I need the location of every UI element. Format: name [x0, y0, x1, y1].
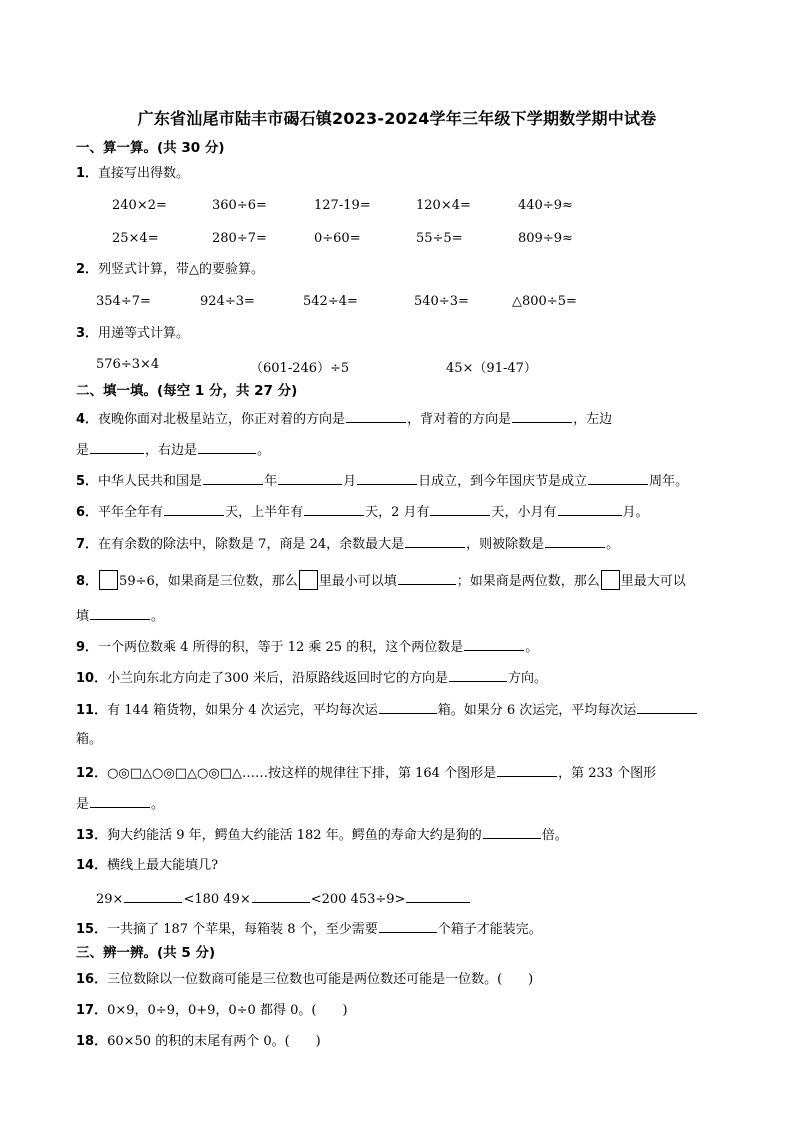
question-12-cont — [76, 794, 164, 814]
question-14-items — [96, 889, 471, 909]
q1-item: 809÷9≈ — [518, 231, 573, 246]
q5-text: 日成立，到今年国庆节是成立 — [418, 474, 588, 489]
digit-box[interactable] — [99, 570, 118, 590]
q1-item: 127-19= — [314, 198, 371, 213]
q8-text: ；如果商是两位数，那么 — [456, 574, 600, 589]
q13-text: 狗大约能活 9 年，鳄鱼大约能活 182 年。鳄鱼的寿命大约是狗的 — [107, 828, 482, 843]
q2-number: 2． — [76, 262, 99, 277]
q2-item: △800÷5= — [512, 294, 577, 309]
q2-item: 540÷3= — [414, 294, 469, 309]
question-4 — [76, 409, 612, 429]
q2-item: 354÷7= — [96, 294, 151, 309]
question-9 — [76, 637, 538, 657]
q12-number: 12． — [76, 766, 108, 781]
question-3 — [76, 325, 189, 343]
answer-blank[interactable] — [203, 471, 263, 485]
question-8-cont — [76, 606, 164, 626]
q6-text: 天，小月有 — [491, 505, 557, 520]
q3-item: 576÷3×4 — [96, 357, 160, 372]
q1-item: 0÷60= — [314, 231, 361, 246]
q5-text: 年 — [264, 474, 278, 489]
q6-text: 天，2 月有 — [365, 505, 430, 520]
answer-blank[interactable] — [346, 409, 406, 423]
answer-blank[interactable] — [90, 440, 144, 454]
q3-item: （601-246）÷5 — [250, 361, 350, 376]
q2-item: 924÷3= — [200, 294, 255, 309]
q16-number: 16． — [76, 972, 108, 987]
q1-item: 120×4= — [416, 198, 471, 213]
q6-text: 天，上半年有 — [225, 505, 304, 520]
q1-item: 360÷6= — [212, 198, 267, 213]
q16-text: 三位数除以一位数商可能是三位数也可能是两位数还可能是一位数。( ) — [107, 972, 534, 987]
q5-text: 周年。 — [649, 474, 689, 489]
answer-blank[interactable] — [637, 700, 697, 714]
q1-item: 25×4= — [112, 231, 159, 246]
q7-number: 7． — [76, 537, 99, 552]
q4-text: ，右边是 — [145, 443, 198, 458]
digit-box[interactable] — [601, 570, 620, 590]
question-1 — [76, 165, 189, 183]
q9-number: 9． — [76, 640, 99, 655]
q4-text: 是 — [76, 443, 90, 458]
answer-blank[interactable] — [90, 606, 150, 620]
q14-text: <200 453÷9> — [310, 892, 406, 907]
answer-blank[interactable] — [497, 763, 557, 777]
section-3-heading: 三、辨一辨。(共 5 分) — [76, 945, 216, 961]
q5-text: 月 — [343, 474, 357, 489]
question-11-cont — [76, 731, 102, 749]
q6-text: 平年全年有 — [98, 505, 164, 520]
answer-blank[interactable] — [164, 502, 224, 516]
q1-item: 280÷7= — [212, 231, 267, 246]
q3-item: 45×（91-47） — [446, 361, 537, 376]
answer-blank[interactable] — [198, 440, 256, 454]
q3-number: 3． — [76, 326, 99, 341]
q11-number: 11． — [76, 703, 108, 718]
q14-text: 横线上最大能填几? — [107, 858, 219, 873]
q4-text: 夜晚你面对北极星站立，你正对着的方向是 — [98, 412, 346, 427]
q5-number: 5． — [76, 474, 99, 489]
q7-text: ，则被除数是 — [466, 537, 545, 552]
section-1-heading: 一、算一算。(共 30 分) — [76, 140, 225, 156]
q6-text: 月。 — [622, 505, 649, 520]
digit-box[interactable] — [299, 570, 318, 590]
q1-number: 1． — [76, 166, 99, 181]
q18-number: 18． — [76, 1034, 108, 1049]
section-2-heading: 二、填一填。(每空 1 分，共 27 分) — [76, 383, 298, 399]
question-17 — [76, 1002, 348, 1020]
question-8 — [76, 570, 686, 591]
q14-text: <180 49× — [183, 892, 251, 907]
question-11 — [76, 700, 698, 720]
q8-text: 填 — [76, 609, 90, 624]
q12-text: ，第 233 个图形 — [558, 766, 657, 781]
q2-text: 列竖式计算，带△的要验算。 — [98, 262, 265, 277]
q12-text: ○◎□△○◎□△○◎□△……按这样的规律往下排，第 164 个图形是 — [107, 766, 497, 781]
q17-number: 17． — [76, 1003, 108, 1018]
q13-number: 13． — [76, 828, 108, 843]
q11-text: 箱。 — [76, 732, 103, 747]
q10-number: 10． — [76, 671, 108, 686]
question-7 — [76, 534, 619, 554]
q7-text: 在有余数的除法中，除数是 7，商是 24，余数最大是 — [98, 537, 405, 552]
q1-item: 55÷5= — [416, 231, 463, 246]
q14-number: 14． — [76, 858, 108, 873]
q4-text: ，背对着的方向是 — [407, 412, 512, 427]
answer-blank[interactable] — [545, 534, 605, 548]
exam-title: 广东省汕尾市陆丰市碣石镇2023-2024学年三年级下学期数学期中试卷 — [137, 109, 657, 128]
question-14 — [76, 857, 218, 875]
answer-blank[interactable] — [398, 571, 456, 585]
q9-text: 一个两位数乘 4 所得的积，等于 12 乘 25 的积，这个两位数是 — [98, 640, 464, 655]
q11-text: 箱。如果分 6 次运完，平均每次运 — [437, 703, 637, 718]
q5-text: 中华人民共和国是 — [98, 474, 203, 489]
answer-blank[interactable] — [304, 502, 364, 516]
q18-text: 60×50 的积的末尾有两个 0。( ) — [107, 1034, 321, 1049]
q9-text: 。 — [525, 640, 539, 655]
q13-text: 倍。 — [541, 828, 568, 843]
question-12 — [76, 763, 656, 783]
q4-text: 。 — [257, 443, 271, 458]
question-5 — [76, 471, 688, 491]
answer-blank[interactable] — [252, 889, 310, 903]
q11-text: 有 144 箱货物，如果分 4 次运完，平均每次运 — [107, 703, 378, 718]
q6-number: 6． — [76, 505, 99, 520]
answer-blank[interactable] — [449, 668, 507, 682]
q14-text: 29× — [96, 892, 124, 907]
q15-text: 个箱子才能装完。 — [437, 922, 542, 937]
q2-item: 542÷4= — [303, 294, 358, 309]
answer-blank[interactable] — [124, 889, 182, 903]
answer-blank[interactable] — [464, 637, 524, 651]
q15-text: 一共摘了 187 个苹果，每箱装 8 个，至少需要 — [107, 922, 378, 937]
q8-text: 。 — [151, 609, 165, 624]
q7-text: 。 — [606, 537, 620, 552]
q3-text: 用递等式计算。 — [98, 326, 190, 341]
question-10 — [76, 668, 547, 688]
q4-text: ，左边 — [573, 412, 613, 427]
q8-text: 里最小可以填 — [318, 574, 397, 589]
answer-blank[interactable] — [558, 502, 622, 516]
answer-blank[interactable] — [483, 825, 541, 839]
answer-blank[interactable] — [278, 471, 342, 485]
q10-text: 小兰向东北方向走了300 米后，沿原路线返回时它的方向是 — [107, 671, 449, 686]
answer-blank[interactable] — [90, 794, 150, 808]
question-4-cont — [76, 440, 270, 460]
q8-text: 59÷6，如果商是三位数，那么 — [119, 574, 298, 589]
answer-blank[interactable] — [430, 502, 490, 516]
answer-blank[interactable] — [588, 471, 648, 485]
answer-blank[interactable] — [357, 471, 417, 485]
q8-number: 8． — [76, 574, 99, 589]
q8-text: 里最大可以 — [620, 574, 686, 589]
q1-item: 440÷9≈ — [518, 198, 573, 213]
q1-text: 直接写出得数。 — [98, 166, 190, 181]
answer-blank[interactable] — [379, 919, 437, 933]
answer-blank[interactable] — [406, 889, 470, 903]
question-6 — [76, 502, 649, 522]
q17-text: 0×9，0÷9，0+9，0÷0 都得 0。( ) — [107, 1003, 348, 1018]
q15-number: 15． — [76, 922, 108, 937]
answer-blank[interactable] — [379, 700, 437, 714]
question-16 — [76, 971, 533, 989]
q1-item: 240×2= — [112, 198, 167, 213]
q4-number: 4． — [76, 412, 99, 427]
q10-text: 方向。 — [508, 671, 548, 686]
q12-text: 是 — [76, 797, 90, 812]
question-13 — [76, 825, 568, 845]
question-2 — [76, 261, 264, 279]
question-18 — [76, 1033, 321, 1051]
answer-blank[interactable] — [512, 409, 572, 423]
q12-text: 。 — [151, 797, 165, 812]
question-15 — [76, 919, 542, 939]
answer-blank[interactable] — [405, 534, 465, 548]
